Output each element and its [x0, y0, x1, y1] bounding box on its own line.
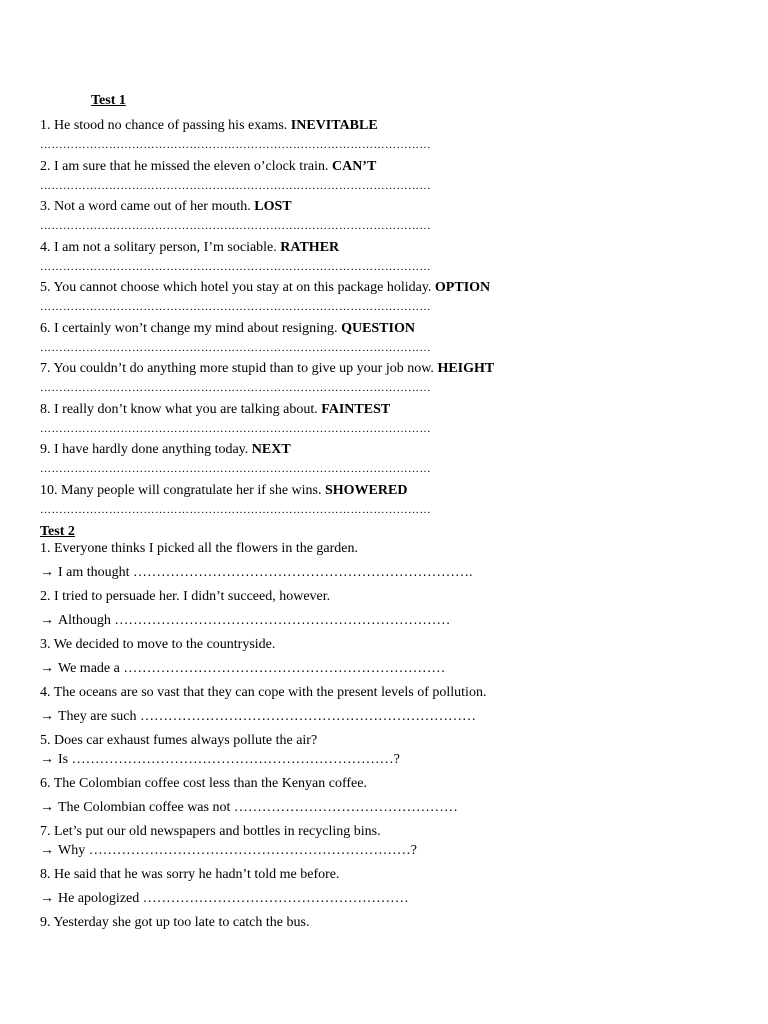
test1-item: [40, 240, 339, 256]
test1-answer-line[interactable]: …………………………………………………………………………………………: [40, 423, 431, 435]
test1-answer-line[interactable]: …………………………………………………………………………………………: [40, 342, 431, 354]
test1-item-keyword: HEIGHT: [437, 361, 495, 376]
arrow-right-icon: →: [40, 613, 54, 628]
test2-item-sentence: 2. I tried to persuade her. I didn’t succeed, however.: [40, 589, 331, 604]
test1-item: [40, 199, 292, 215]
arrow-right-icon: →: [40, 891, 54, 906]
test2-item-sentence: 4. The oceans are so vast that they can cope with the present levels of pollution.: [40, 685, 487, 700]
test2-item-sentence: 7. Let’s put our old newspapers and bottles in recycling bins.: [40, 824, 381, 839]
test1-item: [40, 118, 378, 134]
test1-answer-line[interactable]: …………………………………………………………………………………………: [40, 180, 431, 192]
test1-item-sentence: 8. I really don’t know what you are talking about.: [40, 402, 322, 417]
test1-item: [40, 442, 291, 458]
arrow-right-icon: →: [40, 661, 54, 676]
test1-answer-line[interactable]: …………………………………………………………………………………………: [40, 139, 431, 151]
test1-answer-line[interactable]: …………………………………………………………………………………………: [40, 261, 431, 273]
test2-heading: Test 2: [40, 524, 75, 539]
test1-item-sentence: 7. You couldn’t do anything more stupid than to give up your job now.: [40, 361, 438, 376]
test2-answer-prompt: We made a ……………………………………………………………: [58, 661, 446, 676]
test2-item-sentence: 6. The Colombian coffee cost less than the Kenyan coffee.: [40, 776, 367, 791]
test1-item-keyword: RATHER: [280, 240, 340, 255]
test2-item-sentence: 9. Yesterday she got up too late to catch the bus.: [40, 915, 310, 930]
arrow-right-icon: →: [40, 752, 54, 767]
test1-heading: Test 1: [91, 93, 126, 108]
test2-item-sentence: 5. Does car exhaust fumes always pollute the air?: [40, 733, 318, 748]
test1-item-sentence: 2. I am sure that he missed the eleven o’clock train.: [40, 159, 332, 174]
test1-item: [40, 483, 407, 499]
test1-item-keyword: CAN’T: [331, 159, 377, 174]
test1-answer-line[interactable]: …………………………………………………………………………………………: [40, 504, 431, 516]
test1-item-sentence: 1. He stood no chance of passing his exams.: [40, 118, 291, 133]
test2-item-answer[interactable]: [40, 565, 473, 581]
test2-answer-prompt: I am thought ……………………………………………………………….: [58, 565, 473, 580]
arrow-right-icon: →: [40, 565, 54, 580]
test1-item-keyword: QUESTION: [341, 321, 415, 336]
test2-answer-prompt: Why ……………………………………………………………?: [58, 843, 417, 858]
test1-item-sentence: 4. I am not a solitary person, I’m sociable.: [40, 240, 281, 255]
test1-answer-line[interactable]: …………………………………………………………………………………………: [40, 220, 431, 232]
test1-item-keyword: INEVITABLE: [290, 118, 378, 133]
test2-item-answer[interactable]: [40, 613, 450, 629]
test2-answer-prompt: Although ………………………………………………………………: [58, 613, 451, 628]
test2-item-answer[interactable]: [40, 843, 417, 859]
arrow-right-icon: →: [40, 800, 54, 815]
test1-item-sentence: 6. I certainly won’t change my mind about resigning.: [40, 321, 342, 336]
test2-item-sentence: 8. He said that he was sorry he hadn’t told me before.: [40, 867, 340, 882]
test1-item-keyword: SHOWERED: [324, 483, 408, 498]
test2-item-answer[interactable]: [40, 661, 445, 677]
test1-item-keyword: NEXT: [251, 442, 291, 457]
test1-item-keyword: LOST: [254, 199, 292, 214]
test1-item: [40, 159, 376, 175]
test2-answer-prompt: They are such ………………………………………………………………: [58, 709, 477, 724]
test1-item: [40, 280, 490, 296]
test1-answer-line[interactable]: …………………………………………………………………………………………: [40, 301, 431, 313]
test2-item-sentence: 1. Everyone thinks I picked all the flowers in the garden.: [40, 541, 359, 556]
arrow-right-icon: →: [40, 709, 54, 724]
test2-item-answer[interactable]: [40, 800, 458, 816]
arrow-right-icon: →: [40, 843, 54, 858]
test2-item-answer[interactable]: [40, 891, 409, 907]
test2-answer-prompt: The Colombian coffee was not …………………………………………: [58, 800, 458, 815]
test2-answer-prompt: Is ……………………………………………………………?: [58, 752, 400, 767]
test1-item: [40, 361, 494, 377]
test2-item-answer[interactable]: [40, 752, 400, 768]
test1-item-sentence: 3. Not a word came out of her mouth.: [40, 199, 255, 214]
test2-item-sentence: 3. We decided to move to the countryside.: [40, 637, 276, 652]
test1-item-keyword: OPTION: [434, 280, 491, 295]
test1-item-keyword: FAINTEST: [321, 402, 391, 417]
test1-answer-line[interactable]: …………………………………………………………………………………………: [40, 382, 431, 394]
test1-item-sentence: 9. I have hardly done anything today.: [40, 442, 252, 457]
test2-item-answer[interactable]: [40, 709, 476, 725]
test1-answer-line[interactable]: …………………………………………………………………………………………: [40, 463, 431, 475]
test1-item-sentence: 5. You cannot choose which hotel you stay at on this package holiday.: [40, 280, 435, 295]
test1-item: [40, 321, 415, 337]
test1-item: [40, 402, 390, 418]
test1-item-sentence: 10. Many people will congratulate her if she wins.: [40, 483, 325, 498]
test2-answer-prompt: He apologized …………………………………………………: [58, 891, 409, 906]
